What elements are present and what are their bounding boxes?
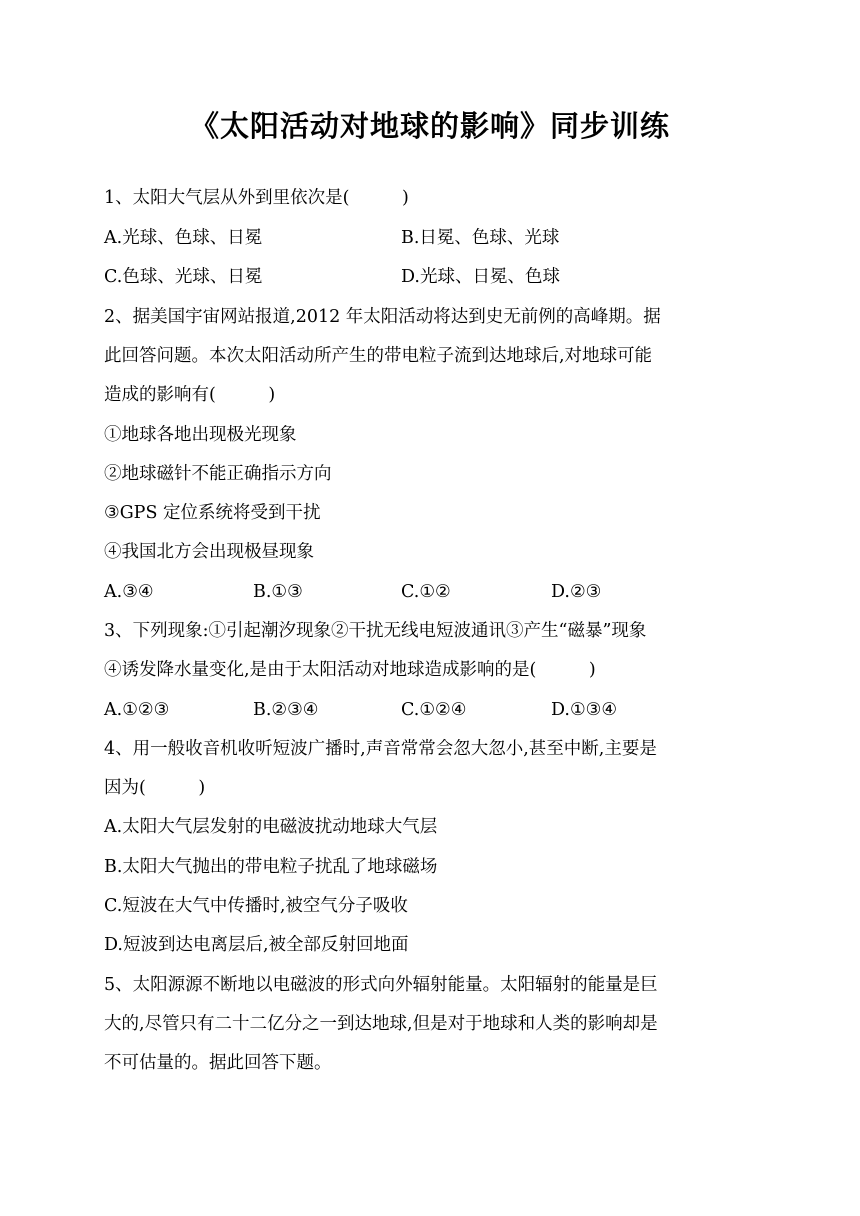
- question-1-option-d: D.光球、日冕、色球: [401, 267, 560, 287]
- document-title: 《太阳活动对地球的影响》同步训练: [189, 109, 670, 143]
- question-3-option-a: A.①②③: [104, 700, 170, 720]
- question-2-option-c: C.①②: [401, 582, 451, 602]
- question-3-stem-line-1: 3、下列现象:①引起潮汐现象②干扰无线电短波通讯③产生“磁暴”现象: [104, 621, 647, 641]
- question-3-option-d: D.①③④: [551, 700, 618, 720]
- question-1-option-b: B.日冕、色球、光球: [401, 228, 560, 248]
- question-2-item-4: ④我国北方会出现极昼现象: [104, 542, 314, 562]
- question-4-option-b: B.太阳大气抛出的带电粒子扰乱了地球磁场: [104, 857, 438, 877]
- question-4-option-d: D.短波到达电离层后,被全部反射回地面: [104, 935, 409, 955]
- question-2-stem-line-1: 2、据美国宇宙网站报道,2012 年太阳活动将达到史无前例的高峰期。据: [104, 307, 661, 327]
- question-4-stem-line-1: 4、用一般收音机收听短波广播时,声音常常会忽大忽小,甚至中断,主要是: [104, 739, 657, 759]
- question-2-item-3: ③GPS 定位系统将受到干扰: [104, 503, 321, 523]
- question-4-option-a: A.太阳大气层发射的电磁波扰动地球大气层: [104, 817, 438, 837]
- question-2-item-1: ①地球各地出现极光现象: [104, 425, 297, 445]
- question-5-stem-line-1: 5、太阳源源不断地以电磁波的形式向外辐射能量。太阳辐射的能量是巨: [104, 975, 658, 995]
- question-4-stem-line-2: 因为( ): [104, 778, 206, 798]
- question-2-stem-line-3: 造成的影响有( ): [104, 385, 276, 405]
- question-2-item-2: ②地球磁针不能正确指示方向: [104, 464, 332, 484]
- question-2-option-a: A.③④: [104, 582, 154, 602]
- question-2-option-d: D.②③: [551, 582, 602, 602]
- question-3-option-c: C.①②④: [401, 700, 467, 720]
- question-4-option-c: C.短波在大气中传播时,被空气分子吸收: [104, 896, 408, 916]
- question-1-stem: 1、太阳大气层从外到里依次是( ): [104, 188, 409, 208]
- question-1-option-a: A.光球、色球、日冕: [104, 228, 263, 248]
- question-5-stem-line-2: 大的,尽管只有二十二亿分之一到达地球,但是对于地球和人类的影响却是: [104, 1014, 658, 1034]
- question-2-stem-line-2: 此回答问题。本次太阳活动所产生的带电粒子流到达地球后,对地球可能: [104, 346, 653, 366]
- question-3-option-b: B.②③④: [253, 700, 319, 720]
- question-1-option-c: C.色球、光球、日冕: [104, 267, 263, 287]
- question-5-stem-line-3: 不可估量的。据此回答下题。: [104, 1053, 332, 1073]
- question-3-stem-line-2: ④诱发降水量变化,是由于太阳活动对地球造成影响的是( ): [104, 660, 596, 680]
- question-2-option-b: B.①③: [253, 582, 303, 602]
